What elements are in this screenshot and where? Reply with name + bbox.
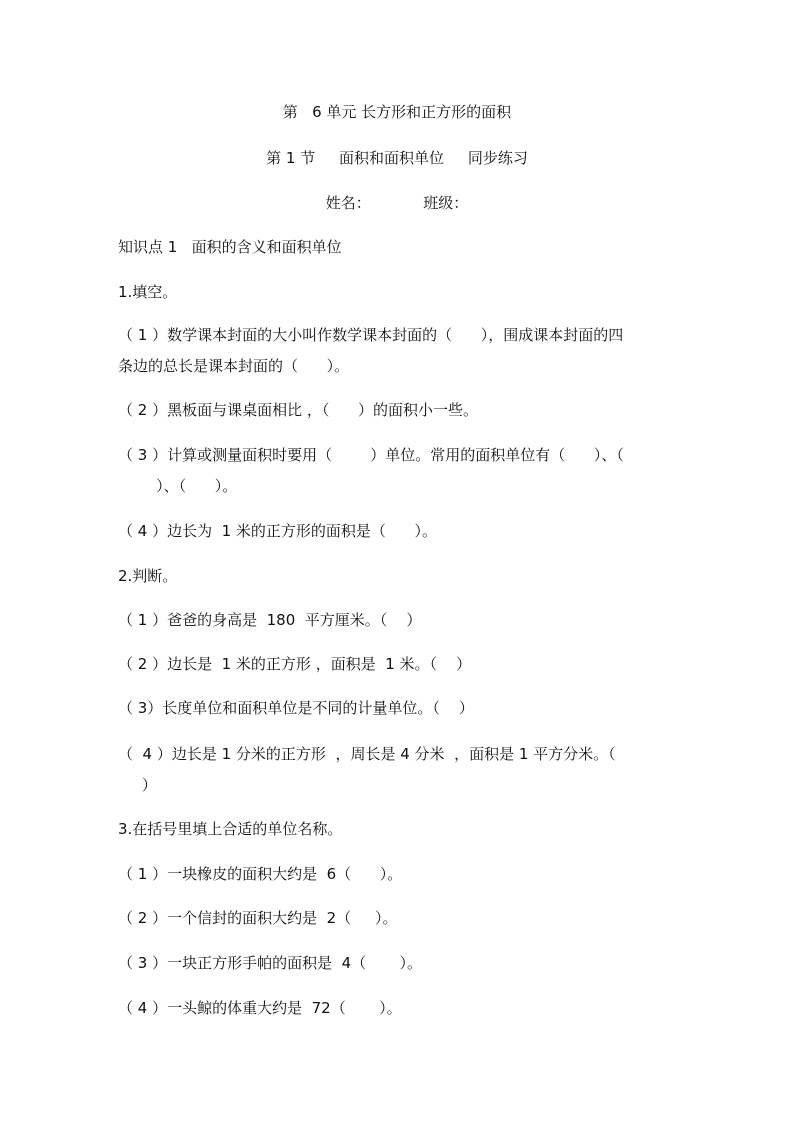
q1-item-4: （ 4 ）边长为 1 米的正方形的面积是（ ）。	[118, 522, 438, 540]
q1-title: 1.填空。	[118, 283, 178, 301]
q3-title: 3.在括号里填上合适的单位名称。	[118, 820, 343, 838]
q2-item-3: （ 3）长度单位和面积单位是不同的计量单位。（ ）	[118, 699, 474, 717]
q2-title: 2.判断。	[118, 567, 178, 585]
q2-item-1: （ 1 ）爸爸的身高是 180 平方厘米。（ ）	[118, 611, 422, 629]
q2-item-4: （ 4 ）边长是 1 分米的正方形 ，周长是 4 分米 ，面积是 1 平方分米。（	[118, 745, 616, 763]
q3-item-1: （ 1 ）一块橡皮的面积大约是 6（ ）。	[118, 865, 403, 883]
knowledge-point-heading: 知识点 1 面积的含义和面积单位	[118, 238, 342, 256]
q1-item-2: （ 2 ）黑板面与课桌面相比 ，（ ）的面积小一些。	[118, 401, 478, 419]
unit-title: 第 6 单元 长方形和正方形的面积	[282, 103, 512, 121]
q2-item-4-cont: ）	[118, 776, 157, 794]
q3-item-2: （ 2 ）一个信封的面积大约是 2（ ）。	[118, 909, 398, 927]
name-class-line: 姓名： 班级：	[325, 194, 469, 212]
q3-item-3: （ 3 ）一块正方形手帕的面积是 4（ ）。	[118, 954, 423, 972]
q1-item-1: （ 1 ）数学课本封面的大小叫作数学课本封面的（ ），围成课本封面的四	[118, 326, 624, 344]
q1-item-3: （ 3 ）计算或测量面积时要用（ ）单位。常用的面积单位有（ ）、（	[118, 446, 624, 464]
q1-item-3-cont: ）、（ ）。	[118, 477, 238, 495]
q3-item-4: （ 4 ）一头鲸的体重大约是 72（ ）。	[118, 999, 402, 1017]
section-title: 第 1 节 面积和面积单位 同步练习	[266, 149, 528, 167]
q1-item-1-cont: 条边的总长是课本封面的（ ）。	[118, 357, 350, 375]
q2-item-2: （ 2 ）边长是 1 米的正方形 ，面积是 1 米。（ ）	[118, 655, 472, 673]
